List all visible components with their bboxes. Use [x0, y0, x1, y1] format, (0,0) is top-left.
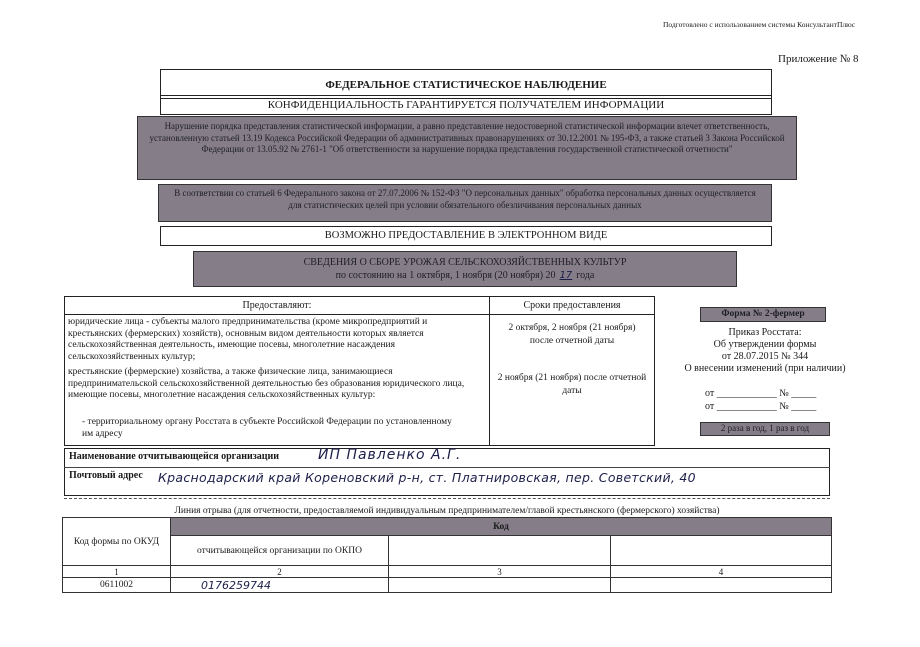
form-name-badge: Форма № 2-фермер — [700, 307, 826, 322]
cut-line-label: Линия отрыва (для отчетности, предоставляемой индивидуальным предпринимателем/главой крестьянского (фермерского) хозяйства) — [174, 506, 720, 516]
submitters-text-1: юридические лица - субъекты малого предпринимательства (кроме микропредприятий и крестьянских (фермерских) хозяйств), основным видом деятельности которых является сельскохозяйственная деятельность, имеющие посевы, многолетние насаждения сельскохозяйственных культур; — [68, 317, 428, 362]
submitters-header: Предоставляют: — [64, 296, 490, 315]
code-col-4-header — [611, 536, 832, 566]
code-col-3-value — [389, 578, 611, 593]
postal-address-value: Краснодарский край Кореновский р-н, ст. Платнировская, пер. Советский, 40 — [158, 470, 696, 485]
deadlines-header: Сроки предоставления — [489, 296, 655, 315]
order-info: Приказ Росстата: Об утверждении формы от 28.07.2015 № 344 О внесении изменений (при наличии) — [684, 327, 846, 374]
prepared-note: Подготовлено с использованием системы КонсультантПлюс — [663, 20, 856, 29]
col-number-3: 3 — [389, 566, 611, 578]
report-title-line1: СВЕДЕНИЯ О СБОРЕ УРОЖАЯ СЕЛЬСКОХОЗЯЙСТВЕННЫХ КУЛЬТУР — [303, 257, 627, 268]
okud-header: Код формы по ОКУД — [63, 518, 171, 566]
col-number-1: 1 — [63, 566, 171, 578]
cut-line-rule — [64, 498, 830, 499]
appendix-label: Приложение № 8 — [778, 53, 859, 65]
submitters-text-2: крестьянские (фермерские) хозяйства, а также физические лица, занимающиеся предпринимательской сельскохозяйственной деятельностью без образования юридического лица, имеющие посевы, многолетние насаждения сельскохозяйственных культур: — [68, 367, 465, 400]
codes-table — [62, 517, 832, 593]
personal-data-notice: В соответствии со статьей 6 Федерального закона от 27.07.2006 № 152-ФЗ "О персональных данных" обработка персональных данных осуществляется для статистических целей при условии обязательного обезличивания персональных данных — [158, 184, 772, 222]
report-title-line2: по состоянию на 1 октября, 1 ноября (20 ноября) 20 17 года — [335, 270, 595, 281]
organization-divider — [64, 467, 830, 468]
code-col-4-value — [611, 578, 832, 593]
okpo-value: 0176259744 — [171, 578, 389, 593]
violation-notice: Нарушение порядка представления статистической информации, а равно представление недостоверной статистической информации влечет ответственность, установленную статьей 13.19 Кодекса Российской Федерации об административных правонарушениях от 30.12.2001 № 195-ФЗ, а также статьей 3 Закона Российской Федерации от 13.05.92 № 2761-1 "Об ответственности за нарушение порядка представления государственной статистической отчетности" — [137, 116, 797, 180]
kod-header: Код — [171, 518, 832, 536]
col-number-2: 2 — [171, 566, 389, 578]
deadline-1: 2 октября, 2 ноября (21 ноября) после отчетной даты — [508, 323, 636, 346]
deadline-2: 2 ноября (21 ноября) после отчетной даты — [497, 373, 647, 396]
code-col-3-header — [389, 536, 611, 566]
col-number-4: 4 — [611, 566, 832, 578]
report-title — [193, 251, 737, 287]
okpo-header: отчитывающейся организации по ОКПО — [171, 536, 389, 566]
change-row-2: от ____________ № _____ — [705, 401, 817, 412]
org-name-label: Наименование отчитывающейся организации — [69, 451, 280, 462]
change-row-1: от ____________ № _____ — [705, 388, 817, 399]
org-name-value: ИП Павленко А.Г. — [318, 447, 462, 463]
postal-address-label: Почтовый адрес — [69, 470, 143, 481]
report-year: 17 — [559, 270, 573, 281]
frequency-badge: 2 раза в год, 1 раз в год — [700, 422, 830, 436]
electronic-banner: ВОЗМОЖНО ПРЕДОСТАВЛЕНИЕ В ЭЛЕКТРОННОМ ВИДЕ — [160, 226, 772, 246]
federal-observation-banner: ФЕДЕРАЛЬНОЕ СТАТИСТИЧЕСКОЕ НАБЛЮДЕНИЕ — [160, 69, 772, 99]
okud-value: 0611002 — [63, 578, 171, 593]
submitters-bullet: - территориальному органу Росстата в субъекте Российской Федерации по установленному им адресу — [82, 417, 452, 439]
confidentiality-banner: КОНФИДЕНЦИАЛЬНОСТЬ ГАРАНТИРУЕТСЯ ПОЛУЧАТЕЛЕМ ИНФОРМАЦИИ — [160, 95, 772, 115]
